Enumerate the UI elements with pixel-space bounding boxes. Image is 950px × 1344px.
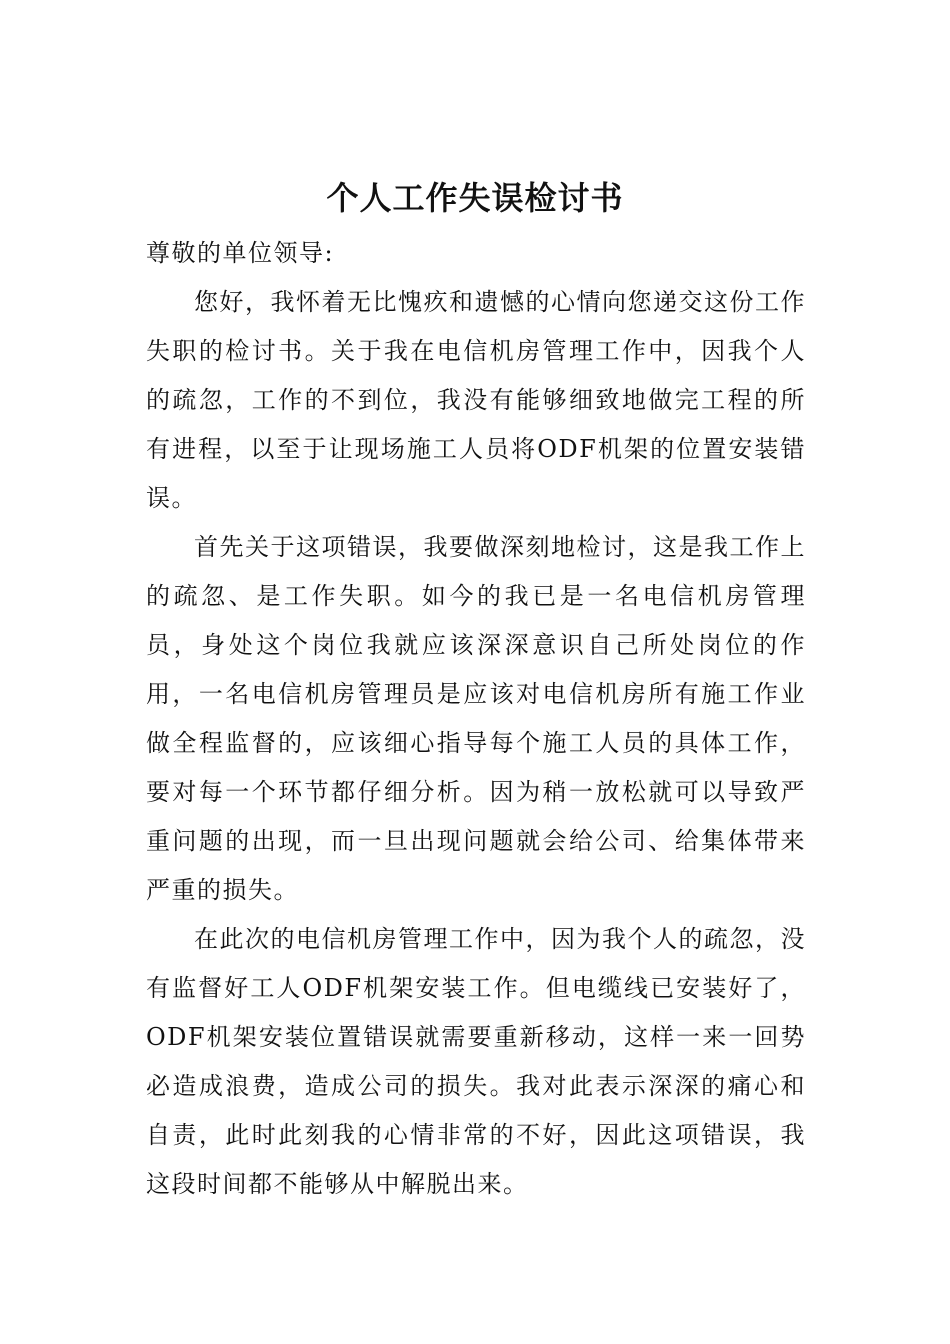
paragraph-3: 在此次的电信机房管理工作中，因为我个人的疏忽，没有监督好工人ODF机架安装工作。但电缆线已安装好了，ODF机架安装位置错误就需要重新移动，这样一来一回势必造成浪费，造成公司的损失。我对此表示深深的痛心和自责，此时此刻我的心情非常的不好，因此这项错误，我这段时间都不能够从中解脱出来。 [146,925,806,1198]
salutation: 尊敬的单位领导: [146,239,335,267]
paragraph-2: 首先关于这项错误，我要做深刻地检讨，这是我工作上的疏忽、是工作失职。如今的我已是一名电信机房管理员，身处这个岗位我就应该深深意识自己所处岗位的作用，一名电信机房管理员是应该对电信机房所有施工作业做全程监督的，应该细心指导每个施工人员的具体工作，要对每一个环节都仔细分析。因为稍一放松就可以导致严重问题的出现，而一旦出现问题就会给公司、给集体带来严重的损失。 [146,533,806,904]
document-body [146,229,806,1209]
document-title: 个人工作失误检讨书 [326,179,624,217]
paragraph-1: 您好，我怀着无比愧疚和遗憾的心情向您递交这份工作失职的检讨书。关于我在电信机房管理工作中，因我个人的疏忽，工作的不到位，我没有能够细致地做完工程的所有进程，以至于让现场施工人员将ODF机架的位置安装错误。 [146,288,806,512]
